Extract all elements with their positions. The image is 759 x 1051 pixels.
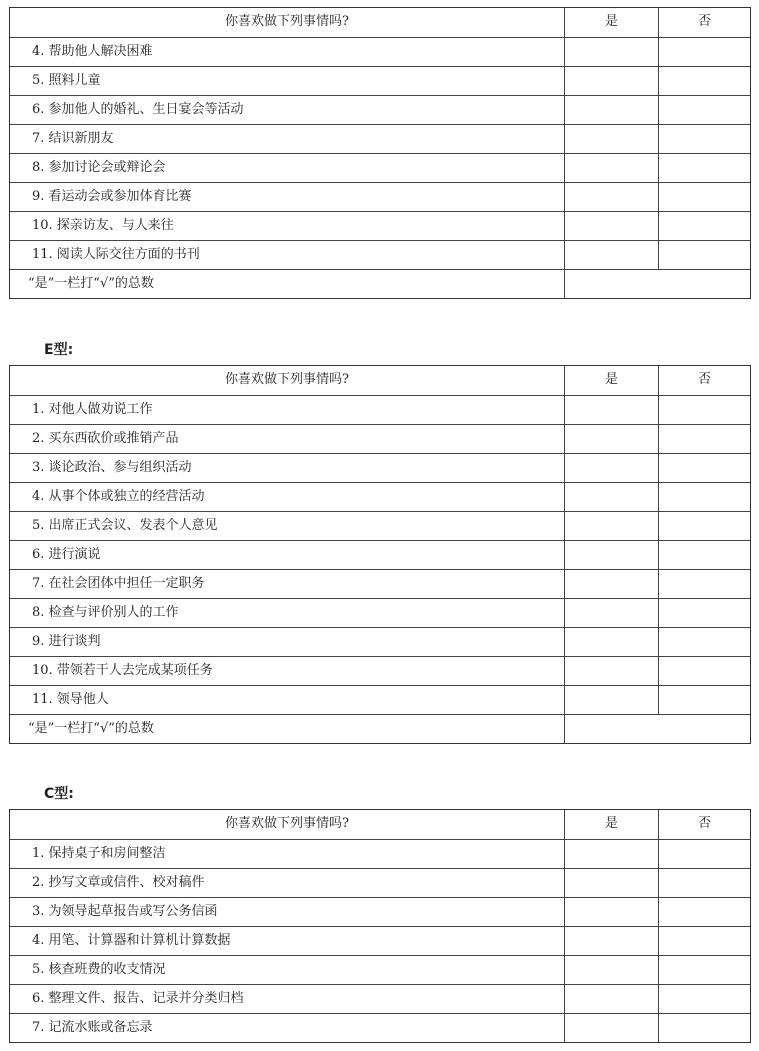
yes-cell[interactable] — [565, 869, 659, 897]
no-cell[interactable] — [659, 541, 750, 569]
question-text: 1. 对他人做劝说工作 — [10, 396, 565, 424]
question-text: 9. 看运动会或参加体育比赛 — [10, 183, 565, 211]
yes-cell[interactable] — [565, 96, 659, 124]
question-text: 1. 保持桌子和房间整洁 — [10, 840, 565, 868]
header-yes: 是 — [565, 810, 659, 839]
table-row — [10, 897, 750, 926]
table-row — [10, 424, 750, 453]
yes-cell[interactable] — [565, 686, 659, 714]
yes-cell[interactable] — [565, 425, 659, 453]
no-cell[interactable] — [659, 840, 750, 868]
question-text: 6. 进行演说 — [10, 541, 565, 569]
table-row — [10, 656, 750, 685]
question-text: 11. 阅读人际交往方面的书刊 — [10, 241, 565, 269]
no-cell[interactable] — [659, 956, 750, 984]
table-row — [10, 839, 750, 868]
no-cell[interactable] — [659, 396, 750, 424]
question-text: 11. 领导他人 — [10, 686, 565, 714]
yes-cell[interactable] — [565, 570, 659, 598]
table-row — [10, 211, 750, 240]
yes-cell[interactable] — [565, 125, 659, 153]
yes-cell[interactable] — [565, 840, 659, 868]
yes-cell[interactable] — [565, 628, 659, 656]
no-cell[interactable] — [659, 927, 750, 955]
no-cell[interactable] — [659, 241, 750, 269]
total-label: “是”一栏打“√”的总数 — [10, 270, 565, 298]
yes-cell[interactable] — [565, 38, 659, 66]
yes-cell[interactable] — [565, 396, 659, 424]
question-text: 2. 抄写文章或信件、校对稿件 — [10, 869, 565, 897]
question-text: 8. 参加讨论会或辩论会 — [10, 154, 565, 182]
total-cell[interactable] — [565, 270, 750, 298]
table-row — [10, 868, 750, 897]
no-cell[interactable] — [659, 686, 750, 714]
no-cell[interactable] — [659, 599, 750, 627]
yes-cell[interactable] — [565, 657, 659, 685]
question-text: 9. 进行谈判 — [10, 628, 565, 656]
table-row — [10, 1013, 750, 1042]
table-row — [10, 66, 750, 95]
question-text: 8. 检查与评价别人的工作 — [10, 599, 565, 627]
yes-cell[interactable] — [565, 898, 659, 926]
question-text: 7. 记流水账或备忘录 — [10, 1014, 565, 1042]
table-row — [10, 955, 750, 984]
question-text: 5. 出席正式会议、发表个人意见 — [10, 512, 565, 540]
table-row — [10, 95, 750, 124]
table-row — [10, 240, 750, 269]
table-row — [10, 453, 750, 482]
table-row — [10, 627, 750, 656]
table-row — [10, 540, 750, 569]
question-text: 3. 谈论政治、参与组织活动 — [10, 454, 565, 482]
table-e — [9, 365, 751, 744]
question-text: 7. 结识新朋友 — [10, 125, 565, 153]
question-text: 3. 为领导起草报告或写公务信函 — [10, 898, 565, 926]
table-s — [9, 7, 751, 299]
header-yes: 是 — [565, 366, 659, 395]
question-text: 4. 用笔、计算器和计算机计算数据 — [10, 927, 565, 955]
no-cell[interactable] — [659, 869, 750, 897]
no-cell[interactable] — [659, 96, 750, 124]
table-row — [10, 153, 750, 182]
no-cell[interactable] — [659, 657, 750, 685]
yes-cell[interactable] — [565, 985, 659, 1013]
header-no: 否 — [697, 816, 711, 831]
no-cell[interactable] — [659, 1014, 750, 1042]
no-cell[interactable] — [659, 898, 750, 926]
question-text: 2. 买东西砍价或推销产品 — [10, 425, 565, 453]
header-question: 你喜欢做下列事情吗? — [10, 8, 565, 37]
header-question: 你喜欢做下列事情吗? — [10, 810, 565, 839]
no-cell[interactable] — [659, 125, 750, 153]
no-cell[interactable] — [659, 67, 750, 95]
yes-cell[interactable] — [565, 599, 659, 627]
table-row — [10, 395, 750, 424]
total-cell[interactable] — [565, 715, 750, 743]
total-row — [10, 714, 750, 743]
header-yes: 是 — [565, 8, 659, 37]
question-text: 5. 照料儿童 — [10, 67, 565, 95]
yes-cell[interactable] — [565, 541, 659, 569]
no-cell[interactable] — [659, 628, 750, 656]
table-row — [10, 482, 750, 511]
no-cell[interactable] — [659, 454, 750, 482]
table-row — [10, 984, 750, 1013]
no-cell[interactable] — [659, 570, 750, 598]
section-title-e: E型: — [44, 342, 74, 358]
table-row — [10, 926, 750, 955]
no-cell[interactable] — [659, 985, 750, 1013]
no-cell[interactable] — [659, 212, 750, 240]
no-cell[interactable] — [659, 183, 750, 211]
yes-cell[interactable] — [565, 183, 659, 211]
yes-cell[interactable] — [565, 927, 659, 955]
table-row — [10, 685, 750, 714]
question-text: 4. 从事个体或独立的经营活动 — [10, 483, 565, 511]
question-text: 7. 在社会团体中担任一定职务 — [10, 570, 565, 598]
table-row — [10, 598, 750, 627]
section-title-c: C型: — [44, 786, 74, 802]
table-row — [10, 511, 750, 540]
table-header — [10, 8, 750, 37]
no-cell[interactable] — [659, 154, 750, 182]
yes-cell[interactable] — [565, 956, 659, 984]
no-cell[interactable] — [659, 425, 750, 453]
question-text: 10. 带领若干人去完成某项任务 — [10, 657, 565, 685]
table-header — [10, 810, 750, 839]
yes-cell[interactable] — [565, 241, 659, 269]
table-row — [10, 124, 750, 153]
table-row — [10, 569, 750, 598]
question-text: 5. 核查班费的收支情况 — [10, 956, 565, 984]
question-text: 6. 参加他人的婚礼、生日宴会等活动 — [10, 96, 565, 124]
no-cell[interactable] — [659, 512, 750, 540]
header-no: 否 — [697, 372, 711, 387]
no-cell[interactable] — [659, 483, 750, 511]
yes-cell[interactable] — [565, 67, 659, 95]
no-cell[interactable] — [659, 38, 750, 66]
yes-cell[interactable] — [565, 454, 659, 482]
table-header — [10, 366, 750, 395]
yes-cell[interactable] — [565, 1014, 659, 1042]
yes-cell[interactable] — [565, 212, 659, 240]
header-no: 否 — [697, 14, 711, 29]
table-row — [10, 37, 750, 66]
yes-cell[interactable] — [565, 154, 659, 182]
table-c — [9, 809, 751, 1043]
question-text: 6. 整理文件、报告、记录并分类归档 — [10, 985, 565, 1013]
question-text: 4. 帮助他人解决困难 — [10, 38, 565, 66]
header-question: 你喜欢做下列事情吗? — [10, 366, 565, 395]
question-text: 10. 探亲访友、与人来往 — [10, 212, 565, 240]
yes-cell[interactable] — [565, 483, 659, 511]
total-label: “是”一栏打“√”的总数 — [10, 715, 565, 743]
total-row — [10, 269, 750, 298]
yes-cell[interactable] — [565, 512, 659, 540]
table-row — [10, 182, 750, 211]
